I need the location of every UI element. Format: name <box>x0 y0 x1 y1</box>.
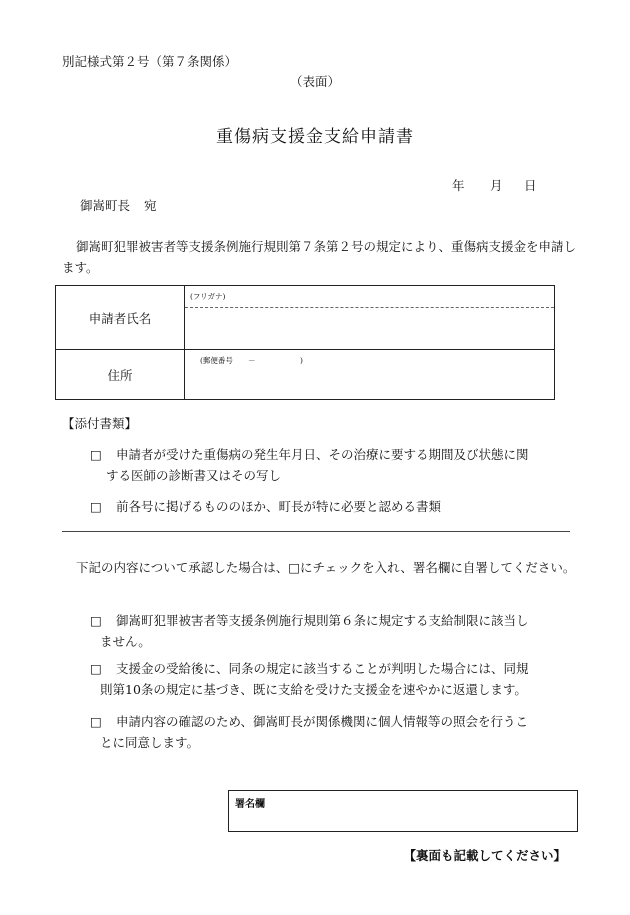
postal-dash: － <box>248 356 256 365</box>
furigana-divider <box>185 307 554 308</box>
addressee <box>80 196 157 214</box>
back-side-note: 【裏面も記載してください】 <box>403 848 566 863</box>
postal-code-note <box>200 355 303 366</box>
consent-text: 申請内容の確認のため、御嵩町長が関係機関に個人情報等の照会を行うこ とに同意します。 <box>100 714 529 750</box>
addressee-name: 御嵩町長 <box>80 198 131 213</box>
consent-intro: 下記の内容について承認した場合は、□にチェックを入れ、署名欄に自署してください。 <box>76 560 576 575</box>
applicant-name-label: 申請者氏名 <box>56 286 185 349</box>
signature-box[interactable] <box>228 790 578 832</box>
addressee-suffix: 宛 <box>144 198 157 213</box>
date-day: 日 <box>524 178 537 193</box>
checkbox-icon[interactable]: □ <box>90 447 102 462</box>
date-year: 年 <box>452 178 465 193</box>
address-row <box>56 349 554 400</box>
section-divider <box>62 531 570 532</box>
attachment-text: 申請者が受けた重傷病の発生年月日、その治療に要する期間及び状態に関 する医師の診断書又はその写し <box>106 447 529 483</box>
document-title: 重傷病支援金支給申請書 <box>216 127 414 147</box>
address-field[interactable] <box>185 349 554 400</box>
attachment-text: 前各号に掲げるもののほか、町長が特に必要と認める書類 <box>116 499 442 514</box>
applicant-name-row <box>56 286 554 350</box>
intro-paragraph: 御嵩町犯罪被害者等支援条例施行規則第７条第２号の規定により、重傷病支援金を申請します。 <box>62 239 577 275</box>
checkbox-icon[interactable]: □ <box>90 613 102 628</box>
checkbox-icon[interactable]: □ <box>90 661 102 676</box>
consent-text: 御嵩町犯罪被害者等支援条例施行規則第６条に規定する支給制限に該当し ません。 <box>100 613 529 649</box>
attachments-heading: 【添付書類】 <box>62 416 138 431</box>
postal-prefix: (郵便番号 <box>200 356 233 365</box>
applicant-table <box>55 285 555 400</box>
side-label: （表面） <box>289 74 340 89</box>
signature-label: 署名欄 <box>235 799 265 810</box>
consent-text: 支援金の受給後に、同条の規定に該当することが判明した場合には、同規 則第10条の規定に基づき、既に支給を受けた支援金を速やかに返還します。 <box>100 661 529 697</box>
date-line <box>452 176 537 194</box>
checkbox-icon[interactable]: □ <box>90 714 102 729</box>
form-reference: 別記様式第２号（第７条関係） <box>62 54 238 69</box>
applicant-name-field[interactable] <box>185 286 554 349</box>
date-month: 月 <box>490 178 503 193</box>
address-label: 住所 <box>56 349 185 400</box>
furigana-note: (フリガナ) <box>190 292 226 301</box>
postal-suffix: ) <box>300 356 303 365</box>
checkbox-icon[interactable]: □ <box>90 499 102 514</box>
